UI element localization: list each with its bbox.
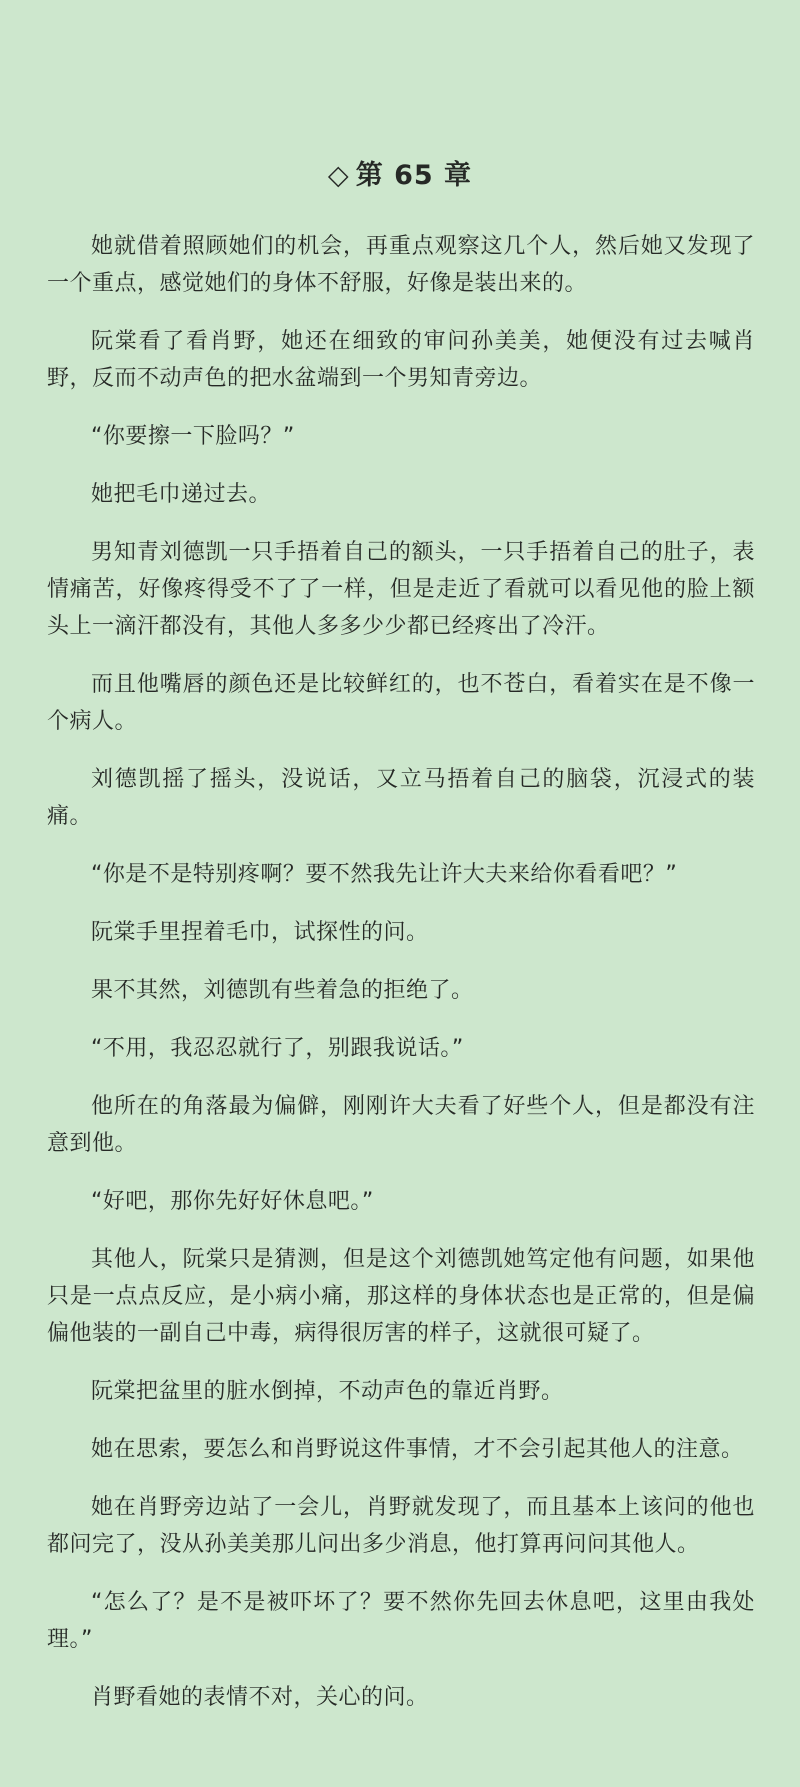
paragraph: “不用，我忍忍就行了，别跟我说话。” [91,1036,464,1061]
paragraph: 肖野看她的表情不对，关心的问。 [91,1685,429,1710]
paragraph: 其他人，阮棠只是猜测，但是这个刘德凯她笃定他有问题，如果他只是一点点反应，是小病小痛，那这样的身体状态也是正常的，但是偏偏他装的一副自己中毒，病得很厉害的样子，这就很可疑了。 [47,1247,755,1346]
paragraph: 她在思索，要怎么和肖野说这件事情，才不会引起其他人的注意。 [91,1437,744,1462]
paragraph: “你要擦一下脸吗？” [91,424,295,449]
chapter-content [47,228,755,1737]
paragraph: “你是不是特别疼啊？要不然我先让许大夫来给你看看吧？” [91,862,678,887]
paragraph: 刘德凯摇了摇头，没说话，又立马捂着自己的脑袋，沉浸式的装痛。 [47,767,755,829]
paragraph: 阮棠手里捏着毛巾，试探性的问。 [91,920,429,945]
paragraph: 男知青刘德凯一只手捂着自己的额头，一只手捂着自己的肚子，表情痛苦，好像疼得受不了了一样，但是走近了看就可以看见他的脸上额头上一滴汗都没有，其他人多多少少都已经疼出了冷汗。 [47,540,755,639]
paragraph: 果不其然，刘德凯有些着急的拒绝了。 [91,978,474,1003]
paragraph: 她就借着照顾她们的机会，再重点观察这几个人，然后她又发现了一个重点，感觉她们的身体不舒服，好像是装出来的。 [47,234,755,296]
paragraph: 而且他嘴唇的颜色还是比较鲜红的，也不苍白，看着实在是不像一个病人。 [47,672,755,734]
chapter-title-text: 第 65 章 [355,160,473,191]
paragraph: “好吧，那你先好好休息吧。” [91,1189,374,1214]
paragraph: 阮棠看了看肖野，她还在细致的审问孙美美，她便没有过去喊肖野，反而不动声色的把水盆端到一个男知青旁边。 [47,329,755,391]
paragraph: “怎么了？是不是被吓坏了？要不然你先回去休息吧，这里由我处理。” [47,1590,755,1652]
diamond-icon: ◇ [327,160,350,191]
paragraph: 他所在的角落最为偏僻，刚刚许大夫看了好些个人，但是都没有注意到他。 [47,1094,755,1156]
paragraph: 阮棠把盆里的脏水倒掉，不动声色的靠近肖野。 [91,1379,564,1404]
chapter-title [0,158,800,194]
paragraph: 她在肖野旁边站了一会儿，肖野就发现了，而且基本上该问的他也都问完了，没从孙美美那儿问出多少消息，他打算再问问其他人。 [47,1495,755,1557]
paragraph: 她把毛巾递过去。 [91,482,272,507]
